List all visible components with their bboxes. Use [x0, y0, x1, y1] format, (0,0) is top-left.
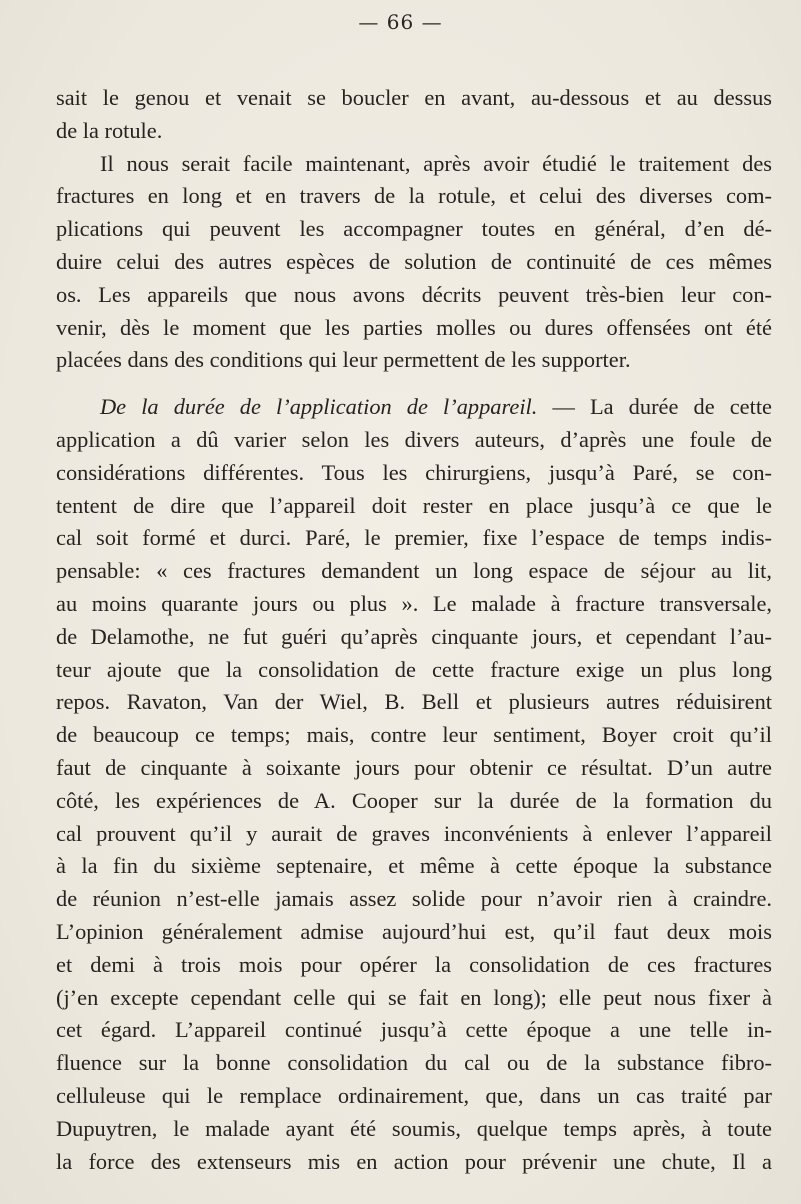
text-line: de Delamothe, ne fut guéri qu’après cinquante jours, et cependant l’au-	[56, 623, 772, 649]
paragraph-spacer	[56, 377, 772, 391]
text-line: L’opinion généralement admise aujourd’hui est, qu’il faut deux mois	[56, 918, 772, 944]
text-line: côté, les expériences de A. Cooper sur la durée de la formation du	[56, 787, 772, 813]
text-line: cal prouvent qu’il y aurait de graves inconvénients à enlever l’appareil	[56, 820, 772, 846]
text-line: Il nous serait facile maintenant, après avoir étudié le traitement des	[100, 150, 772, 176]
text-line: (j’en excepte cependant celle qui se fait en long); elle peut nous fixer à	[56, 984, 772, 1010]
text-line: sait le genou et venait se boucler en avant, au-dessous et au dessus	[56, 85, 772, 110]
paragraph-2	[56, 148, 772, 378]
text-line: celluleuse qui le remplace ordinairement, que, dans un cas traité par	[56, 1082, 772, 1108]
text-line: fractures en long et en travers de la rotule, et celui des diverses com-	[56, 183, 772, 209]
text-line: et demi à trois mois pour opérer la consolidation de ces fractures	[56, 951, 772, 977]
text-line: la force des extenseurs mis en action pour prévenir une chute, Il a	[56, 1148, 772, 1174]
text-line: tentent de dire que l’appareil doit rester en place jusqu’à ce que le	[56, 492, 772, 518]
text-line: cet égard. L’appareil continué jusqu’à cette époque a une telle in-	[56, 1017, 772, 1043]
text-line: Dupuytren, le malade ayant été soumis, quelque temps après, à toute	[56, 1115, 772, 1141]
text-line: considérations différentes. Tous les chirurgiens, jusqu’à Paré, se con-	[56, 459, 772, 485]
text-line: faut de cinquante à soixante jours pour obtenir ce résultat. D’un autre	[56, 754, 772, 780]
section-heading: De la durée de l’application de l’appareil.	[100, 394, 538, 420]
text-line: application a dû varier selon les divers auteurs, d’après une foule de	[56, 426, 772, 452]
text-line	[56, 391, 772, 424]
text-line: de beaucoup ce temps; mais, contre leur sentiment, Boyer croit qu’il	[56, 722, 772, 748]
text-line: duire celui des autres espèces de solution de continuité de ces mêmes	[56, 248, 772, 274]
text-line: repos. Ravaton, Van der Wiel, B. Bell et plusieurs autres réduisirent	[56, 689, 772, 715]
text-line: à la fin du sixième septenaire, et même à cette époque la substance	[56, 853, 772, 879]
text-line: au moins quarante jours ou plus ». Le malade à fracture transversale,	[56, 590, 772, 616]
page-number: — 66 —	[358, 10, 443, 34]
text-line: de la rotule.	[56, 117, 163, 143]
text-line: teur ajoute que la consolidation de cette fracture exige un plus long	[56, 656, 772, 682]
text-line: cal soit formé et durci. Paré, le premier, fixe l’espace de temps indis-	[56, 525, 772, 551]
text-line: plications qui peuvent les accompagner toutes en général, d’en dé-	[56, 216, 772, 242]
text-line: os. Les appareils que nous avons décrits peuvent très-bien leur con-	[56, 281, 772, 307]
paragraph-1	[56, 82, 772, 148]
paragraph-3	[56, 391, 772, 1178]
body-text	[56, 82, 772, 1178]
text-line: placées dans des conditions qui leur permettent de les supporter.	[56, 347, 631, 373]
text-line: de réunion n’est-elle jamais assez solide pour n’avoir rien à craindre.	[56, 886, 772, 912]
text-line: fluence sur la bonne consolidation du cal ou de la substance fibro-	[56, 1050, 772, 1076]
heading-continuation: — La durée de cette	[537, 394, 772, 420]
text-line: pensable: « ces fractures demandent un long espace de séjour au lit,	[56, 558, 772, 584]
text-line: venir, dès le moment que les parties molles ou dures offensées ont été	[56, 314, 772, 340]
